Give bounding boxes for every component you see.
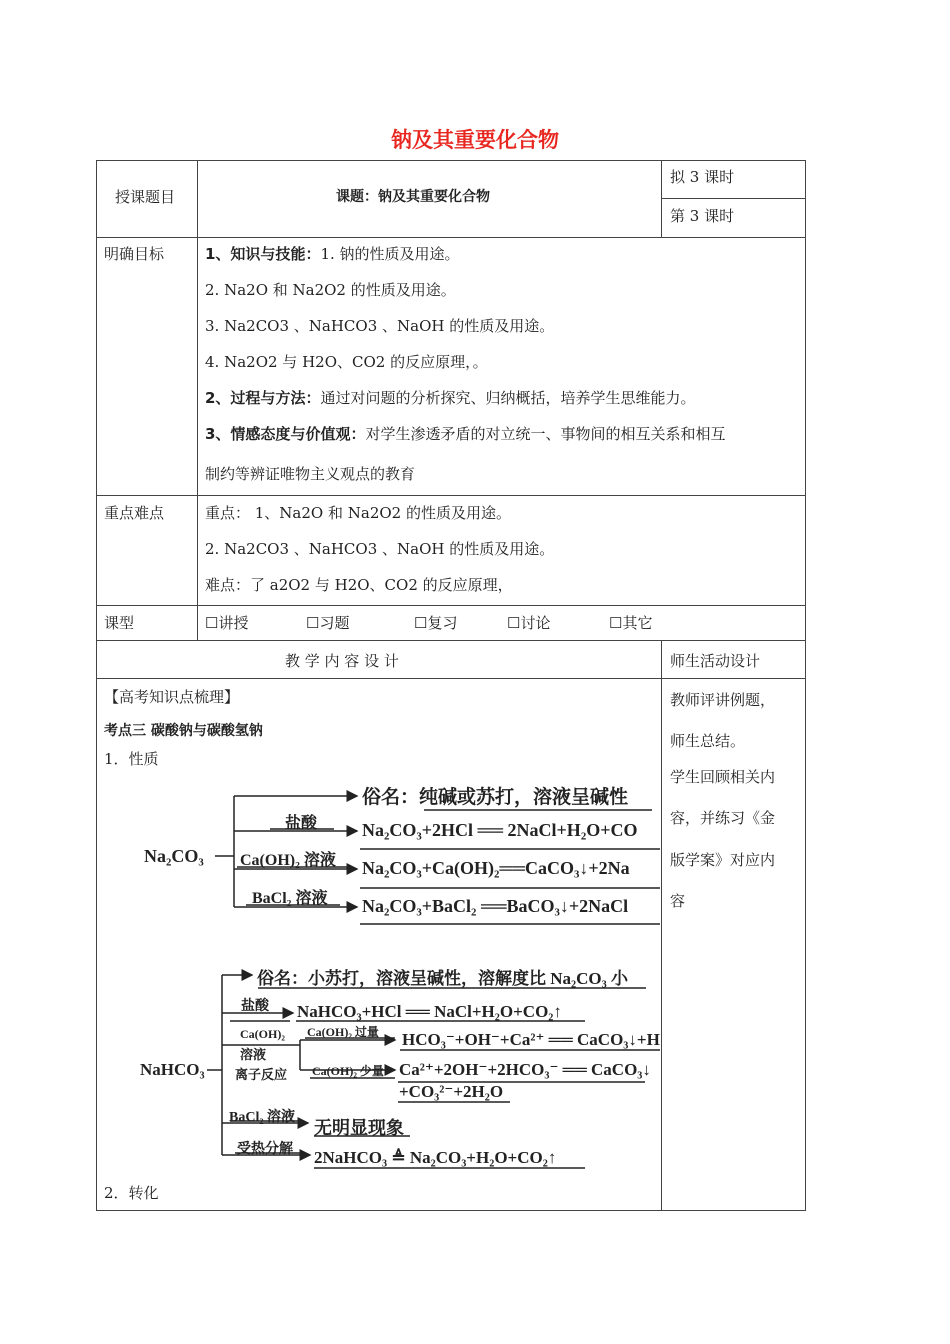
na2co3-r2-label: Ca(OH)₂ 溶液 (240, 852, 336, 869)
hours-current: 第 3 课时 (670, 207, 735, 225)
side-line: 师生总结。 (670, 732, 746, 750)
nahco3-r3-eq: 无明显现象 (314, 1118, 404, 1138)
nahco3-little-label: Ca(OH)₂ 少量 (312, 1064, 384, 1078)
property-title: 1．性质 (104, 750, 159, 768)
option-lecture[interactable]: ☐讲授 (205, 614, 249, 632)
keypoints-label: 重点难点 (104, 504, 165, 522)
nahco3-r4-eq: 2NaHCO₃ ≜ Na₂CO₃+H₂O+CO₂↑ (314, 1148, 557, 1167)
page-title: 钠及其重要化合物 (391, 128, 559, 152)
side-line: 教师评讲例题， (670, 691, 776, 709)
side-header: 师生活动设计 (670, 652, 761, 670)
goal-k4: 4. Na2O2 与 H2O、CO2 的反应原理，。 (205, 353, 488, 371)
na2co3-r2-eq: Na₂CO₃+Ca(OH)₂══CaCO₃↓+2Na (362, 858, 630, 878)
goal-emotion-title: 3、情感态度与价值观： (205, 425, 366, 443)
na2co3-r3-eq: Na₂CO₃+BaCl₂ ══BaCO₃↓+2NaCl (362, 896, 629, 916)
side-line: 容，并练习《金 (670, 809, 776, 827)
nahco3-r1-eq: NaHCO₃+HCl ══ NaCl+H₂O+CO₂↑ (297, 1002, 562, 1021)
nahco3-compound: NaHCO₃ (140, 1060, 205, 1079)
nahco3-r4-label: 受热分解 (237, 1142, 293, 1157)
goal-k1: 1. 钠的性质及用途。 (320, 245, 460, 263)
goal-process-text: 通过对问题的分析探究、归纳概括，培养学生思维能力。 (320, 389, 696, 407)
nahco3-r2-label-c: 离子反应 (235, 1067, 288, 1082)
nahco3-r1-label: 盐酸 (241, 999, 269, 1014)
option-other[interactable]: ☐其它 (609, 614, 653, 632)
design-header: 教 学 内 容 设 计 (285, 652, 399, 670)
nahco3-r2-label-a: Ca(OH)₂ (240, 1027, 285, 1041)
nahco3-common-name: 俗名：小苏打，溶液呈碱性，溶解度比 Na₂CO₃ 小 (257, 969, 628, 988)
lesson-type-label: 课型 (104, 614, 135, 632)
topic-label: 授课题目 (115, 188, 176, 206)
goal-knowledge-title: 1、知识与技能： (205, 245, 321, 263)
na2co3-r3-label: BaCl₂ 溶液 (252, 890, 328, 907)
goal-k2: 2. Na2O 和 Na2O2 的性质及用途。 (205, 281, 456, 299)
goal-process-title: 2、过程与方法： (205, 389, 321, 407)
topic-value: 课题：钠及其重要化合物 (336, 189, 490, 205)
topic-title: 考点三 碳酸钠与碳酸氢钠 (104, 723, 263, 739)
nahco3-little-eq1: Ca²⁺+2OH⁻+2HCO₃⁻ ══ CaCO₃↓ (399, 1060, 651, 1079)
nahco3-excess-label: Ca(OH)₂ 过量 (307, 1025, 379, 1039)
option-exercise[interactable]: ☐习题 (306, 614, 350, 632)
goals-label: 明确目标 (104, 245, 165, 263)
section-title: 【高考知识点梳理】 (104, 688, 240, 706)
option-review[interactable]: ☐复习 (414, 614, 458, 632)
keypoint-2: 2. Na2CO3 、NaHCO3 、NaOH 的性质及用途。 (205, 540, 555, 558)
transform-title: 2．转化 (104, 1184, 159, 1202)
nahco3-excess-eq: HCO₃⁻+OH⁻+Ca²⁺ ══ CaCO₃↓+H (402, 1030, 660, 1049)
option-discussion[interactable]: ☐讨论 (507, 614, 551, 632)
goal-k3: 3. Na2CO3 、NaHCO3 、NaOH 的性质及用途。 (205, 317, 555, 335)
na2co3-compound: Na₂CO₃ (144, 846, 204, 866)
na2co3-r1-eq: Na₂CO₃+2HCl ══ 2NaCl+H₂O+CO (362, 820, 638, 840)
side-line: 版学案》对应内 (670, 851, 776, 869)
na2co3-common-name: 俗名：纯碱或苏打，溶液呈碱性 (362, 787, 629, 808)
keypoint-3: 难点：了 a2O2 与 H2O、CO2 的反应原理， (205, 576, 513, 594)
nahco3-r2-label-b: 溶液 (240, 1047, 267, 1062)
nahco3-r3-label: BaCl₂ 溶液 (229, 1110, 296, 1125)
goal-emotion-text-2: 制约等辨证唯物主义观点的教育 (205, 465, 416, 483)
keypoint-1: 重点： 1、Na2O 和 Na2O2 的性质及用途。 (205, 504, 511, 522)
nahco3-little-eq2: +CO₃²⁻+2H₂O (399, 1082, 504, 1101)
side-line: 学生回顾相关内 (670, 768, 776, 786)
side-line: 容 (670, 892, 686, 910)
na2co3-r1-label: 盐酸 (285, 815, 318, 832)
goal-emotion-text: 对学生渗透矛盾的对立统一、事物间的相互关系和相互 (365, 425, 726, 443)
hours-planned: 拟 3 课时 (670, 168, 735, 186)
